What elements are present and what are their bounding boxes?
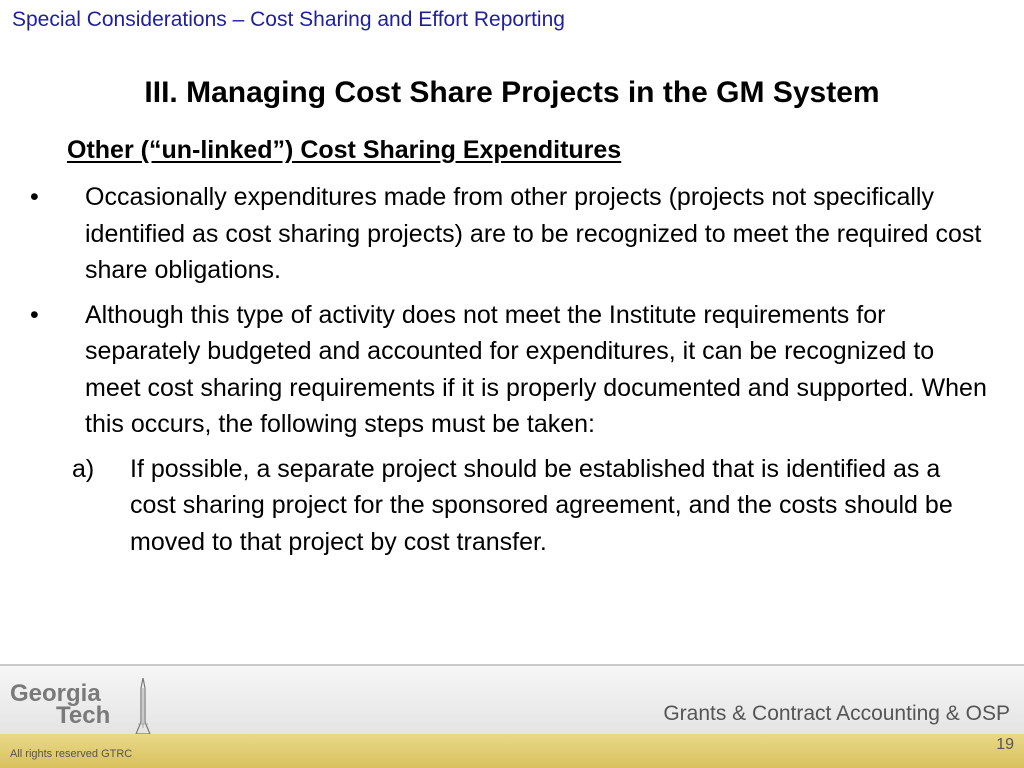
tech-tower-icon (132, 678, 154, 734)
bullet-icon: • (30, 183, 39, 211)
bullet-item (0, 179, 1024, 289)
page-number: 19 (996, 736, 1014, 753)
footer (0, 664, 1024, 768)
bullet-item (0, 297, 1024, 443)
bullet-icon: • (30, 300, 39, 329)
sub-list-item (0, 451, 1024, 561)
slide-title: III. Managing Cost Share Projects in the GM System (144, 76, 880, 109)
copyright-text: All rights reserved GTRC (10, 748, 133, 760)
header-title: Special Considerations – Cost Sharing and Effort Reporting (12, 8, 565, 31)
georgia-tech-logo (10, 678, 150, 734)
sub-item-text: If possible, a separate project should be established that is identified as a cost sharing project for the sponsored agreement, and the costs should be moved to that project by cost transfer. (130, 454, 953, 556)
bullet-list (0, 179, 1024, 560)
bullet-text: Although this type of activity does not meet the Institute requirements for separately budgeted and accounted for expenditures, it can be recognized to meet cost sharing requirements if it is properly documented and supported. When this occurs, the following steps must be taken: (85, 300, 987, 438)
bullet-text: Occasionally expenditures made from other projects (projects not specifically identified as cost sharing projects) are to be recognized to meet the required cost share obligations. (85, 183, 982, 284)
sub-item-marker: a) (72, 454, 95, 483)
org-name: Grants & Contract Accounting & OSP (663, 702, 1010, 725)
logo-text-tech: Tech (56, 702, 111, 729)
footer-gold-bar (0, 734, 1024, 768)
footer-band (0, 666, 1024, 734)
logo-text-georgia: Georgia (10, 680, 101, 707)
section-subheading: Other (“un-linked”) Cost Sharing Expenditures (67, 136, 622, 164)
